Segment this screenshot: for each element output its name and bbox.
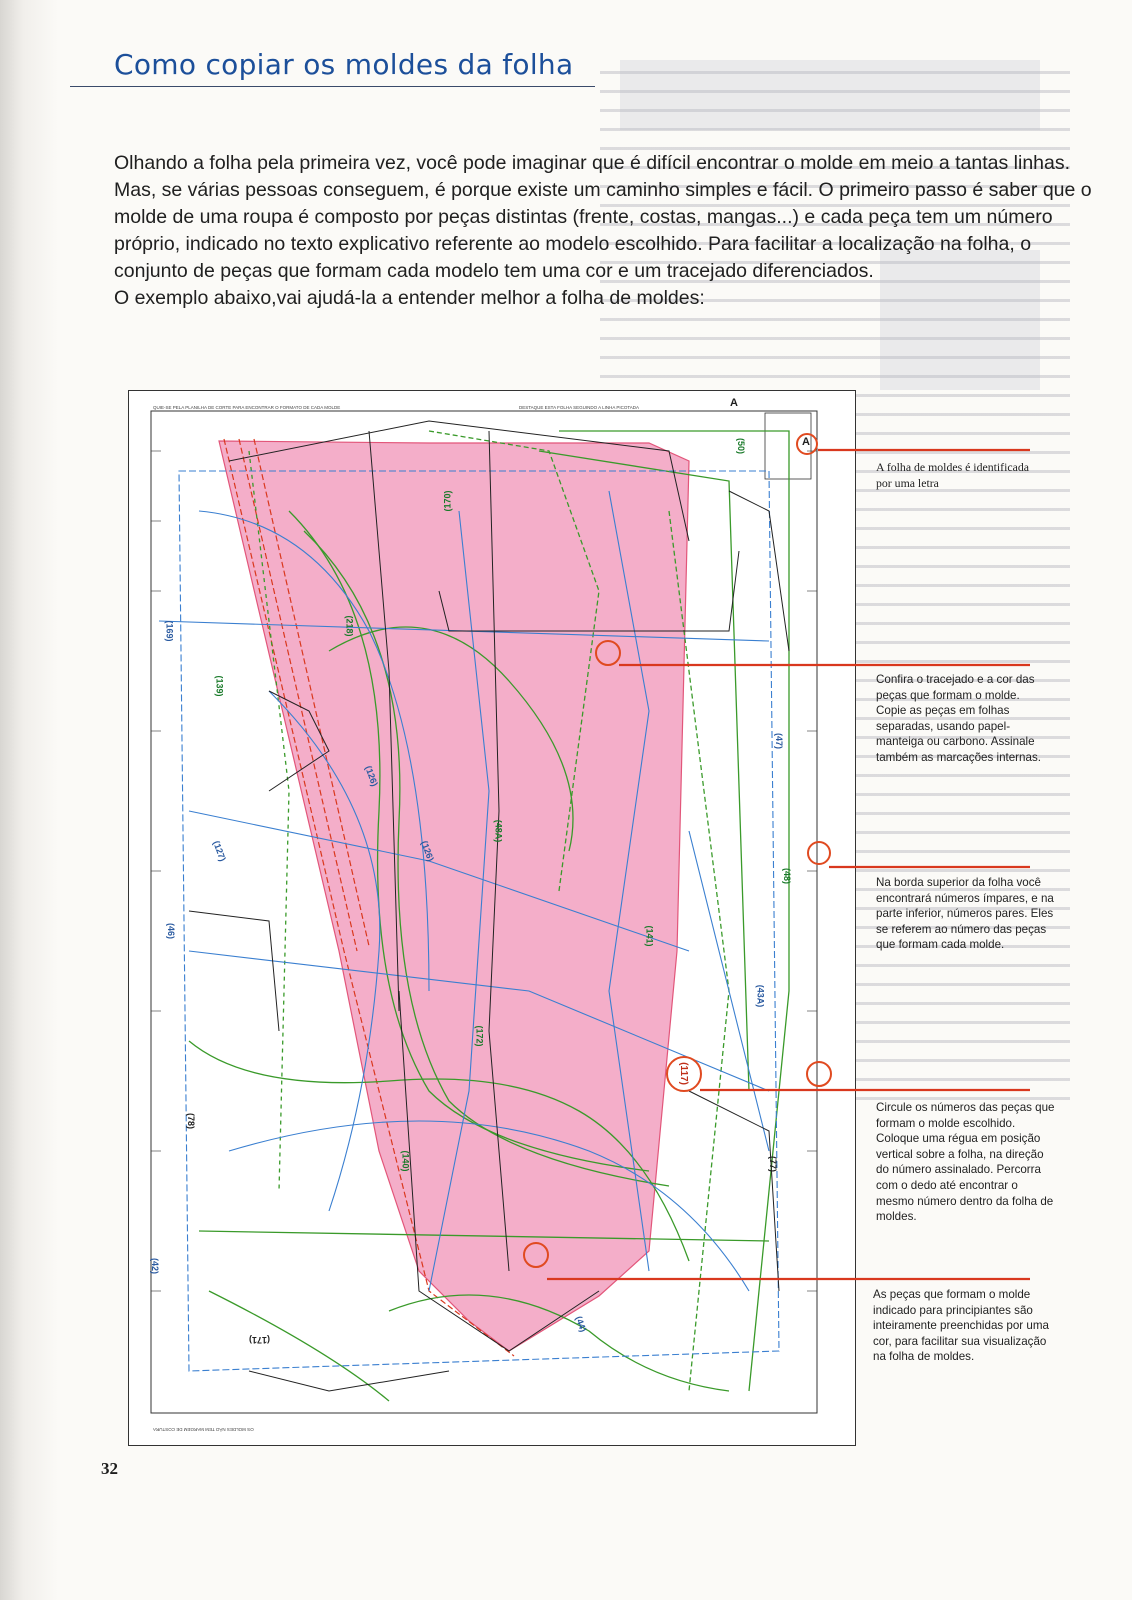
piece-number: (127) — [211, 839, 228, 863]
sheet-top-instruction: QUIE-SE PELA PLANILHA DE CORTE PARA ENCONTRAR O FORMATO DE CADA MOLDE — [153, 405, 341, 410]
callout-circle — [876, 1100, 1056, 1225]
piece-number: (126) — [363, 764, 380, 788]
page-title: Como copiar os moldes da folha — [114, 48, 574, 81]
piece-number: (48) — [782, 867, 793, 885]
piece-number: (46) — [166, 922, 177, 940]
piece-number: (139) — [214, 675, 225, 697]
sheet-letter-marker: A — [802, 436, 810, 448]
piece-number: (48A) — [493, 819, 504, 843]
sheet-letter: A — [730, 397, 738, 409]
pink-filled-piece — [219, 441, 689, 1351]
piece-number: (43A) — [755, 984, 766, 1008]
piece-number: (141) — [644, 925, 655, 947]
intro-paragraph: Olhando a folha pela primeira vez, você pode imaginar que é difícil encontrar o molde em meio a tantas linhas. Mas, se várias pessoas conseguem, é porque existe um caminho simples e fácil. O primeiro passo é saber que o molde de uma roupa é composto por peças distintas (frente, costas, mangas...) e cada peça tem um número próprio, indicado no texto explicativo referente ao modelo escolhido. Para facilitar a localização na folha, o conjunto de peças que formam cada modelo tem uma cor e um tracejado diferenciados. — [114, 152, 1092, 282]
piece-number: (50) — [736, 437, 747, 455]
circle-edge-number-marker — [807, 1062, 831, 1086]
callout-border-text: Na borda superior da folha você encontrará números ímpares, e na parte inferior, números pares. Eles se referem ao número das peças que formam cada molde. — [876, 876, 1054, 952]
page-number: 32 — [101, 1459, 118, 1478]
piece-number: (126) — [419, 839, 436, 863]
intro-example-line: O exemplo abaixo,vai ajudá-la a entender melhor a folha de moldes: — [114, 287, 705, 309]
callout-letter — [876, 460, 1046, 491]
page-binding-edge — [0, 0, 58, 1600]
intro-text — [114, 150, 1104, 312]
sheet-top-cut-instruction: DESTAQUE ESTA FOLHA SEGUINDO A LINHA PICOTADA — [519, 405, 640, 410]
piece-number: (42) — [150, 1257, 161, 1275]
piece-number: (172) — [474, 1025, 485, 1047]
circle-border-marker — [808, 842, 830, 864]
piece-number: (77) — [768, 1155, 779, 1173]
callout-filled-text: As peças que formam o molde indicado para principiantes são inteiramente preenchidas por uma cor, para facilitar sua visualização na folha de moldes. — [873, 1288, 1049, 1364]
callout-trace — [876, 672, 1046, 766]
piece-number: (218) — [344, 615, 355, 637]
sheet-bottom-note: OS MOLDES NÃO TEM MARGEM DE COSTURA — [153, 1427, 254, 1432]
title-underline — [70, 86, 595, 87]
callout-filled — [873, 1287, 1058, 1365]
callout-circle-text: Circule os números das peças que formam o molde escolhido. Coloque uma régua em posição vertical sobre a folha, na direção do número assinalado. Percorra com o dedo até encontrar o mesmo número dentro da folha de moldes. — [876, 1101, 1055, 1224]
callout-trace-text: Confira o tracejado e a cor das peças que formam o molde. Copie as peças em folhas separadas, usando papel-manteiga ou carbono. Assinale também as marcações internas. — [876, 673, 1041, 764]
pattern-sheet-drawing — [129, 391, 855, 1445]
piece-number: (169) — [164, 620, 175, 642]
piece-number: (140) — [400, 1150, 411, 1172]
piece-number-highlighted: (117) — [677, 1062, 689, 1085]
piece-number: (170) — [442, 490, 453, 512]
show-through-box-top — [620, 60, 1040, 130]
piece-number: (47) — [774, 732, 785, 750]
piece-number: (44) — [573, 1314, 589, 1334]
piece-number: (171) — [249, 1335, 271, 1345]
piece-number: (78) — [186, 1112, 197, 1130]
pattern-sheet — [128, 390, 856, 1446]
callout-border — [876, 875, 1066, 953]
callout-letter-text: A folha de moldes é identificada por uma letra — [876, 460, 1029, 490]
